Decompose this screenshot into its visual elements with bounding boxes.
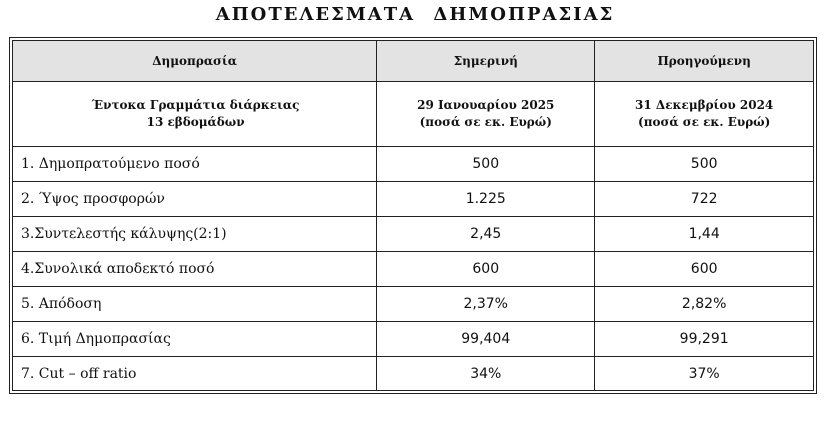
- row-current-value: 1.225: [377, 182, 595, 217]
- previous-date: 31 Δεκεμβρίου 2024: [635, 98, 774, 112]
- row-current-value: 34%: [377, 357, 595, 391]
- current-unit-note: (ποσά σε εκ. Ευρώ): [419, 115, 552, 129]
- table-row: [13, 252, 814, 287]
- row-previous-value: 99,291: [595, 322, 814, 357]
- row-current-value: 2,45: [377, 217, 595, 252]
- instrument-line-2: 13 εβδομάδων: [146, 115, 245, 129]
- row-previous-value: 600: [595, 252, 814, 287]
- row-previous-value: 500: [595, 147, 814, 182]
- results-table-frame: [9, 37, 817, 394]
- instrument-cell: [13, 82, 377, 147]
- table-row: [13, 182, 814, 217]
- table-row: [13, 217, 814, 252]
- page-title: ΑΠΟΤΕΛΕΣΜΑΤΑ ΔΗΜΟΠΡΑΣΙΑΣ: [215, 4, 615, 25]
- row-previous-value: 2,82%: [595, 287, 814, 322]
- row-label: 6. Τιμή Δημοπρασίας: [13, 322, 377, 357]
- row-label: 7. Cut – off ratio: [13, 357, 377, 391]
- auction-results-table: [12, 40, 814, 391]
- row-label: 4.Συνολικά αποδεκτό ποσό: [13, 252, 377, 287]
- table-row: [13, 147, 814, 182]
- row-previous-value: 1,44: [595, 217, 814, 252]
- row-label: 3.Συντελεστής κάλυψης(2:1): [13, 217, 377, 252]
- header-auction: Δημοπρασία: [13, 41, 377, 82]
- row-current-value: 99,404: [377, 322, 595, 357]
- current-date: 29 Ιανουαρίου 2025: [417, 98, 555, 112]
- previous-unit-note: (ποσά σε εκ. Ευρώ): [638, 115, 771, 129]
- instrument-line-1: Έντοκα Γραμμάτια διάρκειας: [91, 98, 300, 112]
- row-previous-value: 722: [595, 182, 814, 217]
- table-header-row: [13, 41, 814, 82]
- row-current-value: 600: [377, 252, 595, 287]
- header-previous: Προηγούμενη: [595, 41, 814, 82]
- previous-date-cell: [595, 82, 814, 147]
- table-row: [13, 322, 814, 357]
- row-label: 2. Ύψος προσφορών: [13, 182, 377, 217]
- row-current-value: 500: [377, 147, 595, 182]
- row-current-value: 2,37%: [377, 287, 595, 322]
- row-previous-value: 37%: [595, 357, 814, 391]
- current-date-cell: [377, 82, 595, 147]
- row-label: 1. Δημοπρατούμενο ποσό: [13, 147, 377, 182]
- row-label: 5. Απόδοση: [13, 287, 377, 322]
- table-row: [13, 287, 814, 322]
- header-current: Σημερινή: [377, 41, 595, 82]
- table-subheader-row: [13, 82, 814, 147]
- table-row: [13, 357, 814, 391]
